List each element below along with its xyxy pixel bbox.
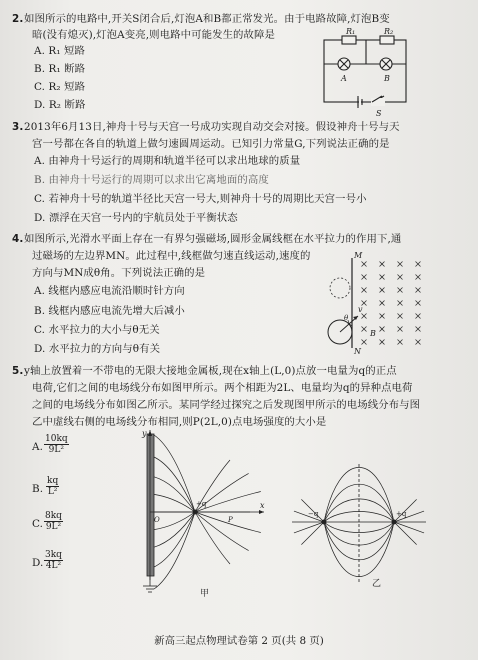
- q5-option-b-value: $\frac{kq}{\text{L²}}$: [47, 476, 59, 497]
- q5-yi-negative-charge: −q: [308, 510, 319, 518]
- dipole-field-line: [301, 522, 324, 545]
- q3-option-b: B. 由神舟十号运行的周期可以求出它离地面的高度: [34, 174, 269, 186]
- q3-stem-line1: 2013年6月13日,神舟十号与天宫一号成功实现自动交会对接。假设神舟十号与天: [24, 121, 400, 133]
- q5-option-d-value: $\frac{3kq}{\text{4L²}}$: [45, 550, 62, 571]
- q4-option-d: D. 水平拉力的方向与θ有关: [34, 343, 161, 355]
- q5-figure-jia: [140, 430, 280, 600]
- dipole-field-line: [394, 522, 417, 545]
- q4-fig-theta: θ: [344, 314, 349, 322]
- q5-number: 5.: [12, 365, 24, 377]
- q2-fig-lamp-b: B: [384, 74, 390, 83]
- q4-option-a: A. 线框内感应电流沿顺时针方向: [34, 285, 185, 297]
- q4-fig-m: M: [354, 251, 363, 260]
- q2-fig-switch: S: [376, 109, 382, 118]
- q2-stem-line2: 暗(没有熄灭),灯泡A变亮,则电路中可能发生的故障是: [32, 29, 276, 41]
- q2-option-a: A. R₁ 短路: [34, 45, 85, 57]
- q5-stem-line2: 电荷,它们之间的电场线分布如图甲所示。两个相距为2L、电量均为q的异种点电荷: [32, 382, 413, 394]
- q4-fig-b: B: [370, 329, 376, 338]
- q5-jia-origin: O: [154, 516, 160, 524]
- q4-number: 4.: [12, 233, 24, 245]
- q2-option-b: B. R₁ 断路: [34, 63, 86, 75]
- q4-stem-line1: 如图所示,光滑水平面上存在一有界匀强磁场,圆形金属线框在水平拉力的作用下,通: [24, 233, 402, 245]
- q5-option-c-label: C.: [32, 518, 44, 530]
- q4-fig-v: v: [358, 305, 363, 314]
- page-footer: 新高三起点物理试卷第 2 页(共 8 页): [154, 635, 324, 647]
- q5-jia-x-axis: x: [260, 501, 265, 510]
- q4-stem-line3: 方向与MN成θ角。下列说法正确的是: [32, 267, 206, 279]
- q4-stem-line2: 过磁场的左边界MN。此过程中,线框做匀速直线运动,速度的: [32, 250, 311, 262]
- q3-option-d: D. 漂浮在天宫一号内的宇航员处于平衡状态: [34, 212, 238, 224]
- q5-option-a-label: A.: [32, 441, 44, 453]
- q2-option-c: C. R₂ 短路: [34, 81, 86, 93]
- dipole-field-line: [394, 522, 424, 533]
- q5-jia-y-axis: y: [142, 429, 147, 438]
- q5-option-b-label: B.: [32, 483, 44, 495]
- q5-yi-positive-charge: +q: [396, 510, 407, 518]
- q5-stem-line4: 乙中虚线右侧的电场线分布相同,则P(2L,0)点电场强度的大小是: [32, 416, 327, 428]
- q4-field-diagram: [318, 250, 428, 356]
- q3-stem-line2: 宫一号都在各自的轨道上做匀速圆周运动。已知引力常量G,下列说法正确的是: [32, 138, 390, 150]
- q4-option-c: C. 水平拉力的大小与θ无关: [34, 324, 160, 336]
- q5-option-a-value: $\frac{10kq}{\text{9L²}}$: [45, 434, 68, 455]
- q2-fig-lamp-a: A: [341, 74, 347, 83]
- q2-circuit-diagram: [322, 28, 422, 120]
- q2-fig-r2: R₂: [384, 27, 394, 36]
- q4-option-b: B. 线框内感应电流先增大后减小: [34, 305, 185, 317]
- q2-number: 2.: [12, 13, 24, 25]
- q5-option-d-label: D.: [32, 557, 44, 569]
- q3-option-a: A. 由神舟十号运行的周期和轨道半径可以求出地球的质量: [34, 155, 301, 167]
- dipole-field-line: [294, 522, 324, 533]
- q5-option-c-value: $\frac{8kq}{\text{9L²}}$: [45, 511, 62, 532]
- q5-jia-label: 甲: [200, 589, 210, 599]
- q4-fig-n: N: [354, 347, 361, 356]
- q2-option-d: D. R₂ 断路: [34, 99, 86, 111]
- q5-jia-charge: +q: [196, 500, 207, 508]
- q5-stem-line3: 之间的电场线分布如图乙所示。某同学经过探究之后发现图甲所示的电场线分布与图: [32, 399, 421, 411]
- q2-fig-r1: R₁: [346, 27, 356, 36]
- q5-figure-yi: [284, 462, 434, 592]
- field-line: [195, 512, 249, 551]
- q3-option-c: C. 若神舟十号的轨道半径比天宫一号大,则神舟十号的周期比天宫一号小: [34, 193, 367, 205]
- q5-stem-line1: y轴上放置着一不带电的无限大接地金属板,现在x轴上(L,0)点放一电量为q的正点: [24, 365, 397, 377]
- q3-number: 3.: [12, 121, 24, 133]
- q5-jia-point-p: P: [228, 516, 233, 524]
- field-line: [195, 512, 230, 564]
- q2-stem-line1: 如图所示的电路中,开关S闭合后,灯泡A和B都正常发光。由于电路故障,灯泡B变: [24, 13, 390, 25]
- q5-yi-label: 乙: [372, 579, 382, 589]
